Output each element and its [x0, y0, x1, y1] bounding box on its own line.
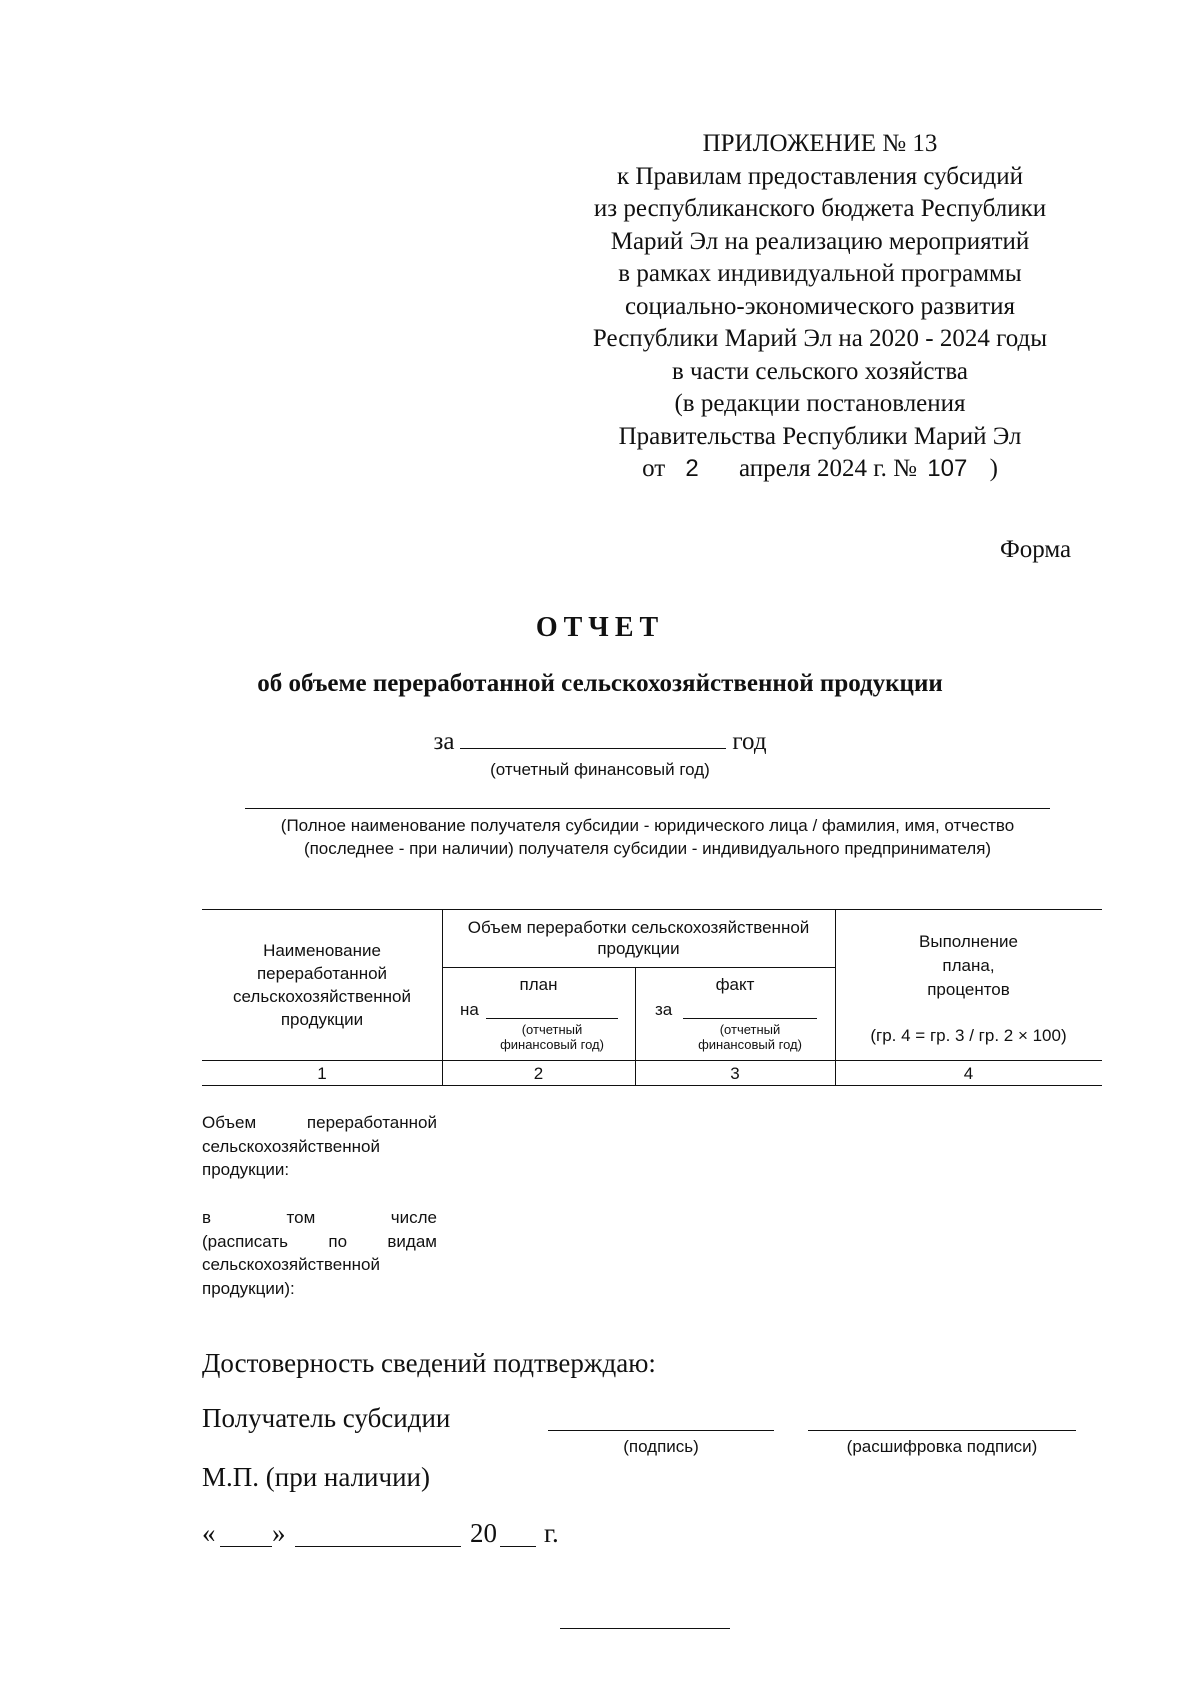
date-prefix: от [642, 455, 666, 482]
date-close: ) [989, 455, 998, 482]
date-day: 2 [685, 455, 699, 482]
col-number: 4 [963, 1064, 974, 1083]
form-label: Форма [1000, 536, 1072, 563]
date-row [202, 1518, 216, 1549]
year-blank[interactable] [500, 1546, 536, 1547]
fact-year-hint [670, 1022, 830, 1052]
document-title: ОТЧЕТ [535, 612, 665, 643]
col1-header-line: переработанной [256, 964, 388, 983]
end-divider [560, 1628, 730, 1629]
row-label-line: продукции: [202, 1160, 290, 1179]
period-suffix: год [732, 728, 767, 755]
plan-prefix: на [460, 1000, 479, 1019]
appendix-line: социально-экономического развития [624, 292, 1016, 320]
period-blank[interactable] [460, 726, 726, 749]
col-number: 1 [317, 1064, 327, 1083]
row-label-line: (расписать по видам [202, 1231, 437, 1251]
col4-header-line: Выполнение [919, 932, 1018, 951]
col1-header-line: Наименование [263, 941, 381, 960]
volume-group-header [442, 917, 835, 959]
row-label-line: в том числе [202, 1208, 437, 1227]
year-hint-line: финансовый год) [500, 1037, 604, 1052]
row-label-line: сельскохозяйственной [202, 1255, 380, 1274]
group-header-line: продукции [597, 939, 680, 958]
col1-header-line: сельскохозяйственной [233, 987, 411, 1006]
quote-open: « [202, 1518, 216, 1548]
col4-header [835, 930, 1102, 1002]
recipient-hint-line: (Полное наименование получателя субсидии - юридического лица / фамилия, имя, отчество [280, 816, 1015, 835]
appendix-line: в части сельского хозяйства [672, 357, 968, 385]
recipient-hint-line: (последнее - при наличии) получателя субсидии - индивидуального предпринимателя) [303, 839, 992, 858]
period-hint: (отчетный финансовый год) [490, 760, 710, 779]
year-hint-line: (отчетный [719, 1022, 781, 1037]
year-suffix: г. [544, 1518, 559, 1548]
appendix-line: в рамках индивидуальной программы [618, 260, 1022, 287]
group-header-line: Объем переработки сельскохозяйственной [467, 918, 810, 937]
confirm-text: Достоверность сведений подтверждаю: [202, 1348, 656, 1378]
fact-header: факт [715, 975, 755, 994]
appendix-header [560, 128, 1080, 486]
col-number: 3 [730, 1064, 740, 1083]
col4-header-line: процентов [927, 980, 1010, 999]
appendix-line: к Правилам предоставления субсидий [617, 162, 1023, 190]
fact-year-blank[interactable] [683, 1018, 817, 1019]
year-hint-line: (отчетный [521, 1022, 583, 1037]
col1-header-line: продукции [280, 1010, 364, 1029]
plan-year-hint [472, 1022, 632, 1052]
recipient-label: Получатель субсидии [202, 1403, 451, 1433]
appendix-line: Республики Марий Эл на 2020 - 2024 годы [592, 325, 1048, 352]
document-subtitle: об объеме переработанной сельскохозяйственной продукции [257, 670, 943, 697]
signature-decode-line[interactable] [808, 1430, 1076, 1431]
plan-year-blank[interactable] [486, 1018, 618, 1019]
month-blank[interactable] [295, 1546, 461, 1547]
col1-header [202, 939, 442, 1031]
stamp-label: М.П. (при наличии) [202, 1462, 430, 1492]
row-label-line: Объем переработанной [202, 1113, 437, 1132]
appendix-line: Марий Эл на реализацию мероприятий [610, 227, 1030, 255]
day-blank[interactable] [220, 1546, 272, 1547]
year-prefix: 20 [470, 1518, 497, 1548]
date-rest: апреля 2024 г. № [739, 455, 918, 482]
row-label-line: продукции): [202, 1278, 295, 1298]
table-header-bottom [202, 1060, 1102, 1061]
fact-prefix: за [655, 1000, 673, 1019]
col4-formula: (гр. 4 = гр. 3 / гр. 2 × 100) [870, 1026, 1067, 1045]
decode-hint: (расшифровка подписи) [846, 1437, 1038, 1456]
recipient-hint [200, 814, 1095, 860]
appendix-line: (в редакции постановления [674, 390, 966, 417]
appendix-line: из республиканского бюджета Республики [593, 195, 1047, 222]
row-label-total [202, 1111, 437, 1182]
col-number: 2 [533, 1064, 544, 1083]
table-group-divider [442, 967, 835, 968]
period-row [0, 726, 1200, 756]
appendix-line: ПРИЛОЖЕНИЕ № 13 [702, 130, 938, 157]
row-label-line: сельскохозяйственной [202, 1136, 380, 1156]
quote-close: » [272, 1518, 286, 1548]
signature-line[interactable] [548, 1430, 774, 1431]
resolution-date [560, 453, 1080, 486]
row-label-breakdown [202, 1206, 437, 1300]
recipient-name-line[interactable] [245, 808, 1050, 809]
resolution-number: 107 [927, 455, 968, 482]
table-bottom-border [202, 1085, 1102, 1086]
year-hint-line: финансовый год) [698, 1037, 802, 1052]
table-top-border [202, 909, 1102, 910]
period-prefix: за [433, 728, 455, 755]
appendix-line: Правительства Республики Марий Эл [618, 422, 1022, 450]
plan-header: план [519, 975, 558, 994]
col4-header-line: плана, [942, 956, 995, 975]
signature-hint: (подпись) [623, 1437, 699, 1456]
